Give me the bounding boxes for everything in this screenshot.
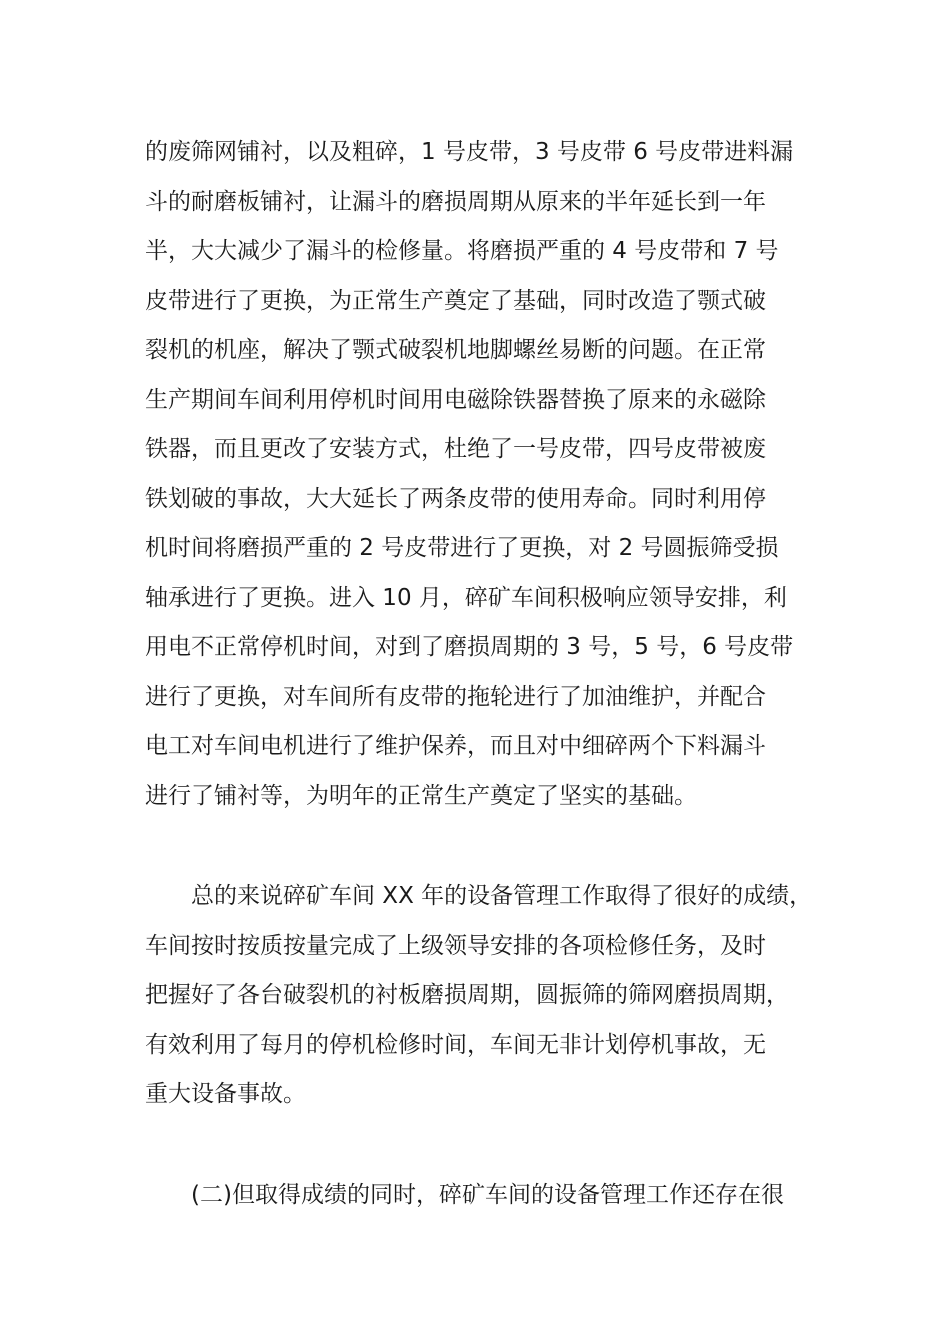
text-line: (二)但取得成绩的同时，碎矿车间的设备管理工作还存在很	[191, 1181, 784, 1208]
paragraph-section-two	[145, 1171, 815, 1221]
text-line: 轴承进行了更换。进入 10 月，碎矿车间积极响应领导安排，利	[145, 584, 787, 611]
text-line: 斗的耐磨板铺衬，让漏斗的磨损周期从原来的半年延长到一年	[145, 188, 766, 215]
text-line: 皮带进行了更换，为正常生产奠定了基础，同时改造了颚式破	[145, 287, 766, 314]
text-line: 半，大大减少了漏斗的检修量。将磨损严重的 4 号皮带和 7 号	[145, 238, 779, 264]
text-line: 重大设备事故。	[145, 1081, 306, 1107]
text-line: 铁器，而且更改了安装方式，杜绝了一号皮带，四号皮带被废	[145, 436, 766, 462]
text-line: 电工对车间电机进行了维护保养，而且对中细碎两个下料漏斗	[145, 733, 766, 759]
paragraph-summary	[145, 872, 815, 1120]
document-body	[145, 128, 815, 1220]
text-line: 总的来说碎矿车间 XX 年的设备管理工作取得了很好的成绩，	[191, 883, 813, 909]
paragraph-equipment-maintenance	[145, 128, 815, 821]
text-line: 有效利用了每月的停机检修时间，车间无非计划停机事故，无	[145, 1031, 766, 1058]
text-line: 把握好了各台破裂机的衬板磨损周期，圆振筛的筛网磨损周期，	[145, 982, 789, 1008]
text-line: 用电不正常停机时间，对到了磨损周期的 3 号，5 号，6 号皮带	[145, 634, 794, 660]
text-line: 的废筛网铺衬，以及粗碎，1 号皮带，3 号皮带 6 号皮带进料漏	[145, 139, 794, 165]
text-line: 进行了铺衬等，为明年的正常生产奠定了坚实的基础。	[145, 782, 697, 809]
text-line: 机时间将磨损严重的 2 号皮带进行了更换，对 2 号圆振筛受损	[145, 535, 779, 561]
text-line: 进行了更换，对车间所有皮带的拖轮进行了加油维护，并配合	[145, 683, 766, 710]
text-line: 生产期间车间利用停机时间用电磁除铁器替换了原来的永磁除	[145, 386, 766, 413]
text-line: 裂机的机座，解决了颚式破裂机地脚螺丝易断的问题。在正常	[145, 337, 766, 363]
text-line: 铁划破的事故，大大延长了两条皮带的使用寿命。同时利用停	[145, 485, 766, 512]
text-line: 车间按时按质按量完成了上级领导安排的各项检修任务，及时	[145, 932, 766, 959]
